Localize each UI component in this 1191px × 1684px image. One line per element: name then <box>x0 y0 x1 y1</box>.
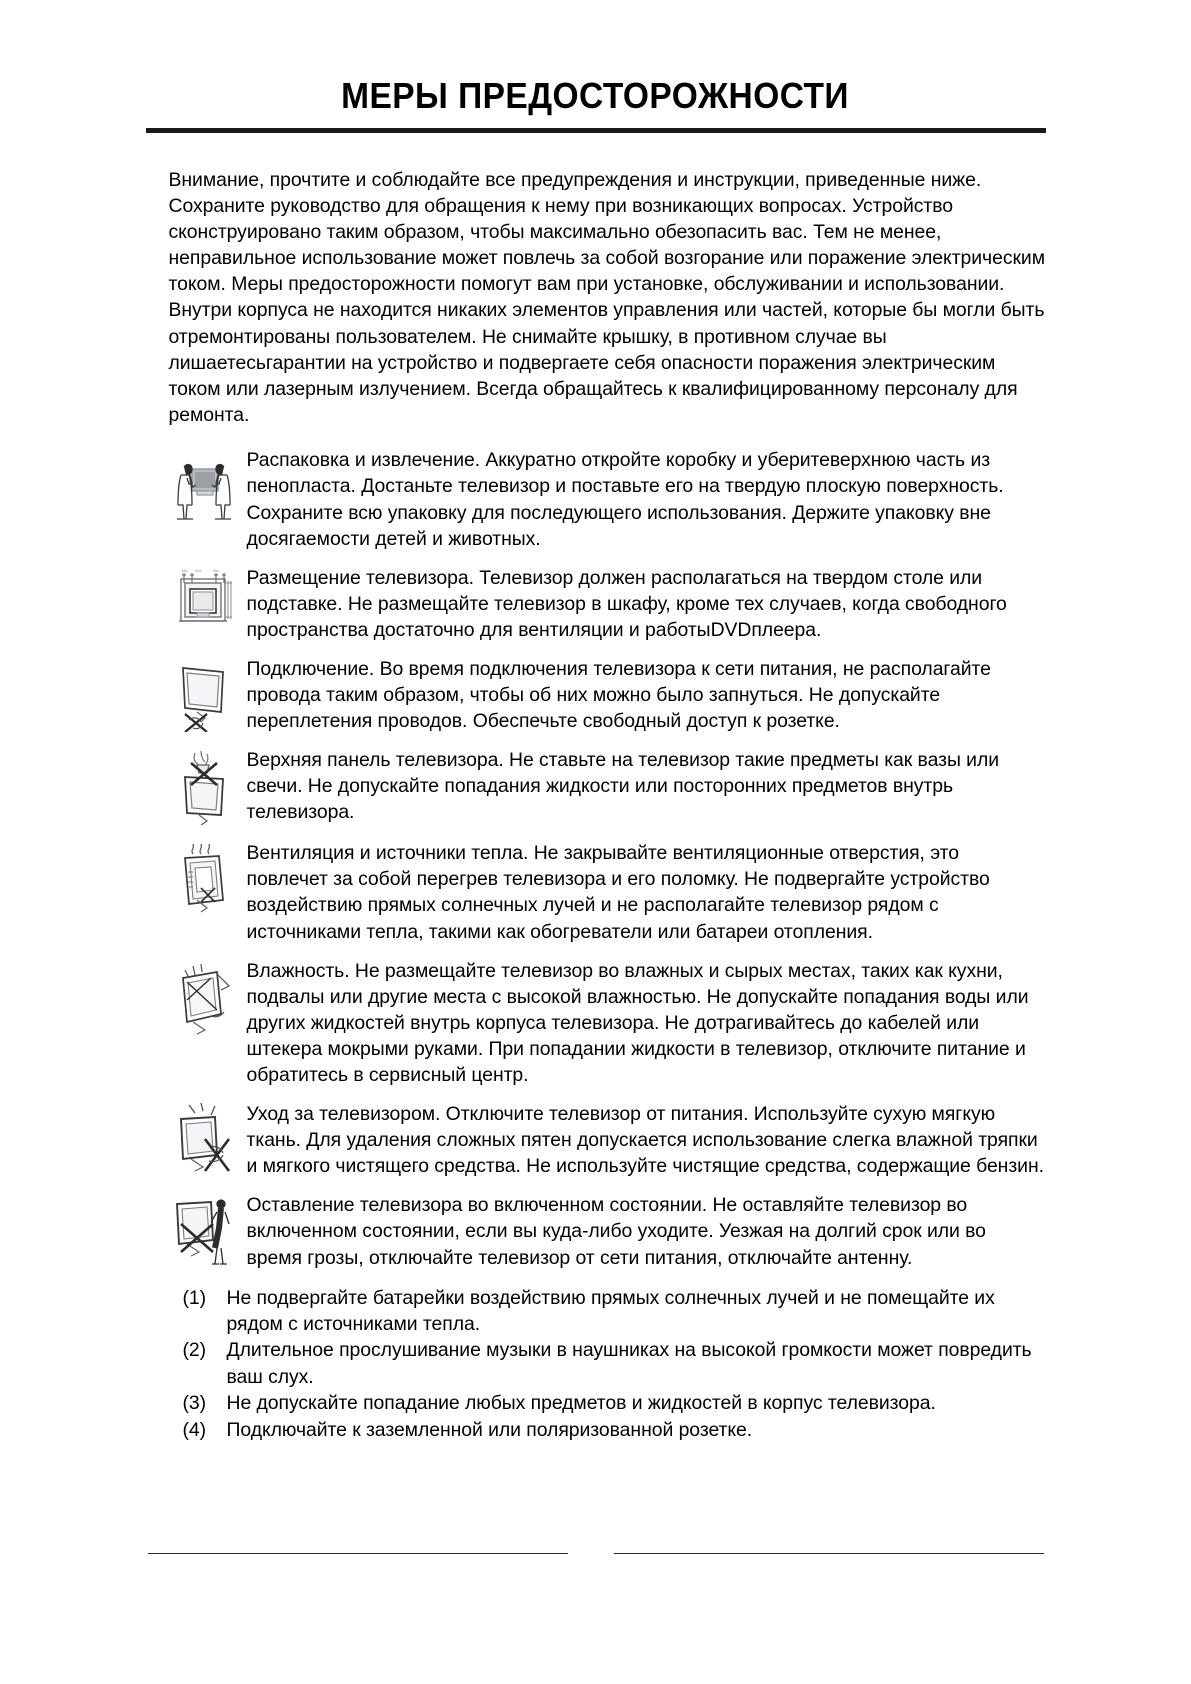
svg-text:Min: Min <box>212 568 219 573</box>
list-item-text: Подключайте к заземленной или поляризованной розетке. <box>226 1418 753 1441</box>
footer-rules <box>0 1553 1191 1554</box>
section-placement <box>169 565 1046 643</box>
list-item-marker: (1) <box>182 1286 207 1309</box>
svg-text:5cm: 5cm <box>194 568 202 573</box>
intro-paragraph: Внимание, прочтите и соблюдайте все предупреждения и инструкции, приведенные ниже. Сохраните руководство для обращения к нему при возникающих вопросах. Устройство сконструировано таким образом, чтобы максимально обезопасить вас. Тем не менее, неправильное использование может повлечь за собой возгорание или поражение электрическим током. Меры предосторожности помогут вам при установке, обслуживании и использовании. Внутри корпуса не находится никаких элементов управления или частей, которые бы могли быть отремонтированы пользователем. Не снимайте крышку, в противном случае вы лишаетесьгарантии на устройство и подвергаете себя опасности поражения электрическим током или лазерным излучением. Всегда обращайтесь к квалифицированному персоналу для ремонта. <box>168 169 1045 426</box>
page-title: МЕРЫ ПРЕДОСТОРОЖНОСТИ <box>341 75 850 116</box>
section-connection <box>169 656 1046 734</box>
list-item-text: Длительное прослушивание музыки в наушниках на высокой громкости может повредить ваш слух. <box>226 1339 1032 1388</box>
tv-cleaning-cloth-crossed-icon <box>169 1101 239 1179</box>
list-item <box>183 1417 1046 1443</box>
section-ventilation <box>169 840 1046 944</box>
list-item-text: Не допускайте попадание любых предметов и жидкостей в корпус телевизора. <box>226 1392 936 1415</box>
section-text: Влажность. Не размещайте телевизор во влажных и сырых местах, таких как кухни, подвалы или другие места с высокой влажностью. Не допускайте попадания воды или других жидкостей внутрь корпуса телевизора. Не дотрагивайтесь до кабелей или штекера мокрыми руками. При попадании жидкости в телевизор, отключите питание и обратитесь в сервисный центр. <box>246 959 1029 1087</box>
section-text: Верхняя панель телевизора. Не ставьте на телевизор такие предметы как вазы или свечи. Не допускайте попадания жидкости или посторонних предметов внутрь телевизора. <box>246 749 1000 824</box>
title-underline-rule <box>146 128 1046 133</box>
list-item-marker: (4) <box>182 1418 207 1441</box>
svg-text:Min: Min <box>181 568 188 573</box>
tv-left-on-person-leaving-icon <box>169 1192 239 1268</box>
list-item <box>183 1285 1046 1338</box>
section-text: Размещение телевизора. Телевизор должен располагаться на твердом столе или подставке. Не размещайте телевизор в шкафу, кроме тех случаев, когда свободного пространства достаточно для вентиляции и работыDVDплеера. <box>246 566 1007 641</box>
two-people-carrying-tv-icon <box>169 447 239 523</box>
section-text: Оставление телевизора во включенном состоянии. Не оставляйте телевизор во включенном состоянии, если вы куда-либо уходите. Уезжая на долгий срок или во время грозы, отключайте телевизор от сети питания, отключайте антенну. <box>246 1194 986 1269</box>
section-text: Подключение. Во время подключения телевизора к сети питания, не располагайте провода таким образом, чтобы об них можно было запнуться. Не допускайте переплетения проводов. Обеспечьте свободный доступ к розетке. <box>246 657 991 733</box>
tv-ventilation-heat-icon <box>169 840 239 916</box>
list-item <box>183 1390 1046 1416</box>
section-text: Уход за телевизором. Отключите телевизор от питания. Используйте сухую мягкую ткань. Для удаления сложных пятен допускается использование слегка влажной тряпки и мягкого чистящего средства. Не используйте чистящие средства, содержащие бензин. <box>246 1103 1044 1178</box>
tv-power-cable-crossed-icon <box>169 656 239 732</box>
footer-rule-right <box>614 1553 1044 1554</box>
list-item-marker: (3) <box>182 1392 207 1415</box>
section-text: Вентиляция и источники тепла. Не закрывайте вентиляционные отверстия, это повлечет за собой перегрев телевизора и его поломку. Не подвергайте устройство воздействию прямых солнечных лучей и не располагайте телевизор рядом с источниками тепла, такими как обогреватели или батареи отопления. <box>246 842 990 943</box>
list-item <box>183 1337 1046 1390</box>
list-item-marker: (2) <box>182 1339 207 1362</box>
section-humidity <box>169 958 1046 1088</box>
footer-rule-left <box>148 1553 568 1554</box>
section-unpacking <box>169 447 1046 551</box>
section-left-on <box>169 1192 1046 1270</box>
tv-with-vase-crossed-icon <box>169 747 239 827</box>
document-content <box>146 167 1046 1443</box>
tv-in-cabinet-clearance-icon <box>169 565 239 631</box>
list-item-text: Не подвергайте батарейки воздействию прямых солнечных лучей и не помещайте их рядом с источниками тепла. <box>226 1286 995 1336</box>
numbered-warning-list <box>169 1285 1046 1443</box>
section-cleaning <box>169 1101 1046 1179</box>
section-top-panel <box>169 747 1046 827</box>
title-block <box>0 74 1191 133</box>
precaution-sections <box>169 447 1046 1270</box>
section-text: Распаковка и извлечение. Аккуратно откройте коробку и уберитеверхнюю часть из пенопласта. Достаньте телевизор и поставьте его на твердую плоскую поверхность. Сохраните всю упаковку для последующего использования. Держите упаковку вне досягаемости детей и животных. <box>246 449 1004 550</box>
tv-moisture-water-icon <box>169 958 239 1036</box>
